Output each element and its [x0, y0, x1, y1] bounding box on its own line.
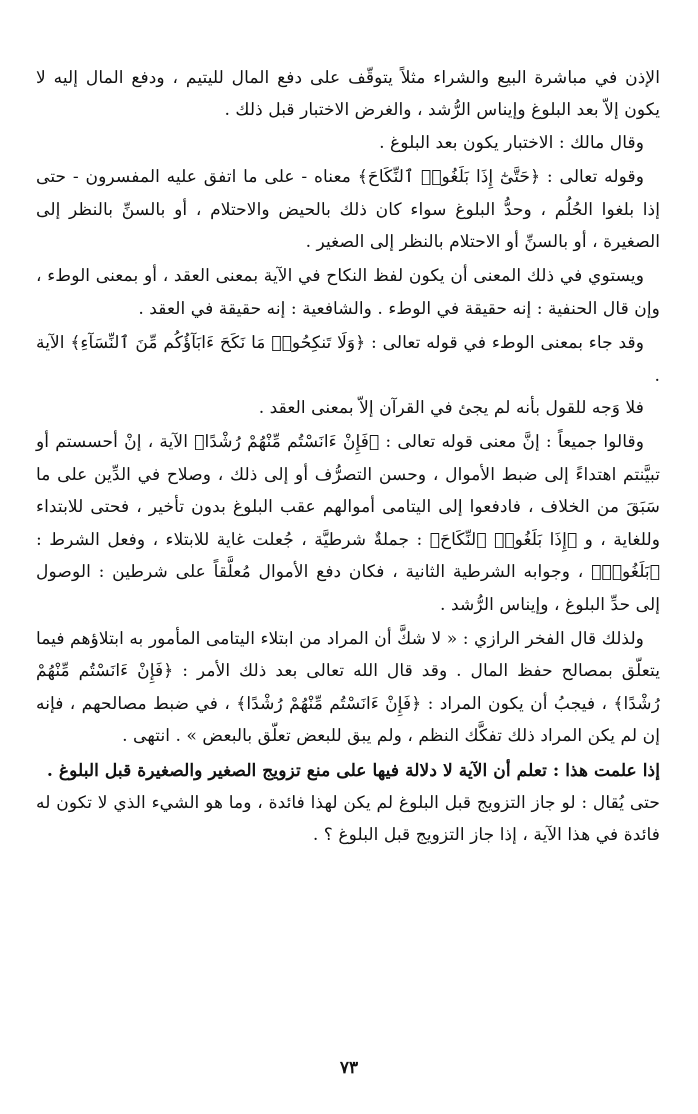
paragraph-1: الإذن في مباشرة البيع والشراء مثلاً يتوقّف على دفع المال لليتيم ، ودفع المال إليه لا يكون إلاّ بعد البلوغ وإيناس الرُّشد ، والغرض الاختبار قبل ذلك . — [36, 68, 660, 121]
paragraph-6: فلا وَجه للقول بأنه لم يجئ في القرآن إلاّ بمعنى العقد . — [258, 398, 644, 419]
paragraph-5: وقد جاء بمعنى الوطء في قوله تعالى : ﴿وَلَا تَنكِحُوا۟ مَا نَكَحَ ءَابَآؤُكُم مِّنَ ٱلنِّسَآءِ﴾ الآية . — [36, 333, 660, 386]
paragraph-8: ولذلك قال الفخر الرازي : « لا شكَّ أن المراد من ابتلاء اليتامى المأمور به ابتلاؤهم فيما يتعلّق بمصالح حفظ المال . وقد قال الله تعالى بعد ذلك الأمر : ﴿فَإِنْ ءَانَسْتُم مِّنْهُمْ رُشْدًا﴾ ، فيجبُ أن يكون المراد : ﴿فَإِنْ ءَانَسْتُم مِّنْهُمْ رُشْدًا﴾ ، في ضبط مصالحهم ، فإنه إن لم يكن المراد ذلك تفكَّك النظم ، ولم يبق للبعض تعلّق بالبعض » . انتهى . — [36, 628, 660, 747]
paragraph-3: وقوله تعالى : ﴿حَتَّىٰٓ إِذَا بَلَغُوا۟ ٱلنِّكَاحَ﴾ معناه - على ما اتفق عليه المفسرون - حتى إذا بلغوا الحُلُم ، وحدُّ البلوغ سواء كان ذلك بالحيض والاحتلام ، أو بالسنِّ بالنظر إلى الصغيرة ، أو بالسنِّ أو الاحتلام بالنظر إلى الصغير . — [36, 167, 660, 253]
paragraph-10: حتى يُقال : لو جاز التزويج قبل البلوغ لم يكن لهذا فائدة ، وما هو الشيء الذي لا تكون له فائدة في هذا الآية ، إذا جاز التزويج قبل البلوغ ؟ . — [36, 792, 660, 846]
paragraph-2: وقال مالك : الاختبار يكون بعد البلوغ . — [379, 132, 644, 153]
paragraph-4: ويستوي في ذلك المعنى أن يكون لفظ النكاح في الآية بمعنى العقد ، أو بمعنى الوطء ، وإن قال الحنفية : إنه حقيقة في الوطء . والشافعية : إنه حقيقة في العقد . — [36, 266, 660, 319]
paragraph-9: إذا علمت هذا : تعلم أن الآية لا دلالة فيها على منع تزويج الصغير والصغيرة قبل البلوغ . — [46, 760, 660, 781]
page-number: ٧٣ — [339, 1058, 359, 1078]
paragraph-7: وقالوا جميعاً : إنَّ معنى قوله تعالى : ﴿فَإِنْ ءَانَسْتُم مِّنْهُمْ رُشْدًا﴾ الآية ، إنْ أحسستم أو تبيَّنتم اهتداءً إلى ضبط الأموال ، وحسن التصرُّف أو إلى ذلك ، وصلاح في الدِّين على ما سَبَقَ من الخلاف ، فادفعوا إلى اليتامى أموالهم عقب البلوغ بدون تأخير ، فحتى للابتداء وللغاية ، و ﴿إِذَا بَلَغُوا۟ ٱلنِّكَاحَ﴾ : جملةٌ شرطيَّة ، جُعلت غاية للابتلاء ، وفعل الشرط : ﴿بَلَغُوا۟﴾ ، وجوابه الشرطية الثانية ، فكان دفع الأموال مُعلَّقاً على شرطين : الوصول إلى حدِّ البلوغ ، وإيناس الرُّشد . — [36, 432, 660, 615]
